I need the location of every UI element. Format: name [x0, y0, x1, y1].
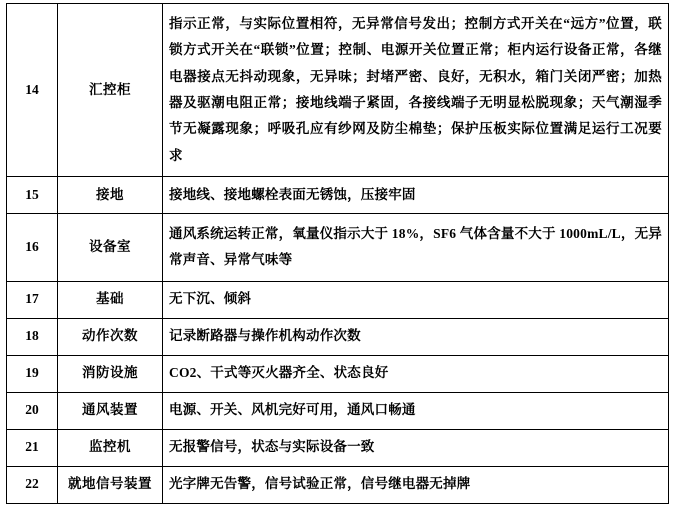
- row-item-cell: 汇控柜: [58, 4, 163, 177]
- row-description-cell: CO2、干式等灭火器齐全、状态良好: [163, 355, 669, 392]
- row-item-cell: 就地信号装置: [58, 466, 163, 503]
- row-number-cell: 19: [7, 355, 58, 392]
- row-number-cell: 17: [7, 281, 58, 318]
- table-row: [7, 4, 669, 177]
- document-page: [0, 3, 687, 524]
- row-number-cell: 22: [7, 466, 58, 503]
- row-number-cell: 15: [7, 176, 58, 213]
- row-item-cell: 动作次数: [58, 318, 163, 355]
- row-number-cell: 21: [7, 429, 58, 466]
- table-row: [7, 213, 669, 281]
- row-description-cell: 无报警信号，状态与实际设备一致: [163, 429, 669, 466]
- row-number-cell: 16: [7, 213, 58, 281]
- row-number-cell: 14: [7, 4, 58, 177]
- row-item-cell: 通风装置: [58, 392, 163, 429]
- table-row: [7, 176, 669, 213]
- table-row: [7, 318, 669, 355]
- row-item-cell: 设备室: [58, 213, 163, 281]
- table-row: [7, 466, 669, 503]
- table-body: [7, 4, 669, 504]
- row-item-cell: 接地: [58, 176, 163, 213]
- row-description-cell: 电源、开关、风机完好可用，通风口畅通: [163, 392, 669, 429]
- row-number-cell: 18: [7, 318, 58, 355]
- row-description-cell: 指示正常，与实际位置相符，无异常信号发出；控制方式开关在“远方”位置，联锁方式开关在“联锁”位置；控制、电源开关位置正常；柜内运行设备正常，各继电器接点无抖动现象，无异味；封堵严密、良好，无积水，箱门关闭严密；加热器及驱潮电阻正常；接地线端子紧固，各接线端子无明显松脱现象；天气潮湿季节无凝露现象；呼吸孔应有纱网及防尘棉垫；保护压板实际位置满足运行工况要求: [163, 4, 669, 177]
- row-item-cell: 基础: [58, 281, 163, 318]
- row-description-cell: 通风系统运转正常，氧量仪指示大于 18%，SF6 气体含量不大于 1000mL/L，无异常声音、异常气味等: [163, 213, 669, 281]
- row-description-cell: 记录断路器与操作机构动作次数: [163, 318, 669, 355]
- row-item-cell: 消防设施: [58, 355, 163, 392]
- table-row: [7, 355, 669, 392]
- table-row: [7, 392, 669, 429]
- table-row: [7, 429, 669, 466]
- row-description-cell: 无下沉、倾斜: [163, 281, 669, 318]
- row-item-cell: 监控机: [58, 429, 163, 466]
- table-row: [7, 281, 669, 318]
- row-number-cell: 20: [7, 392, 58, 429]
- inspection-table: [6, 3, 669, 504]
- row-description-cell: 接地线、接地螺栓表面无锈蚀，压接牢固: [163, 176, 669, 213]
- row-description-cell: 光字牌无告警，信号试验正常，信号继电器无掉牌: [163, 466, 669, 503]
